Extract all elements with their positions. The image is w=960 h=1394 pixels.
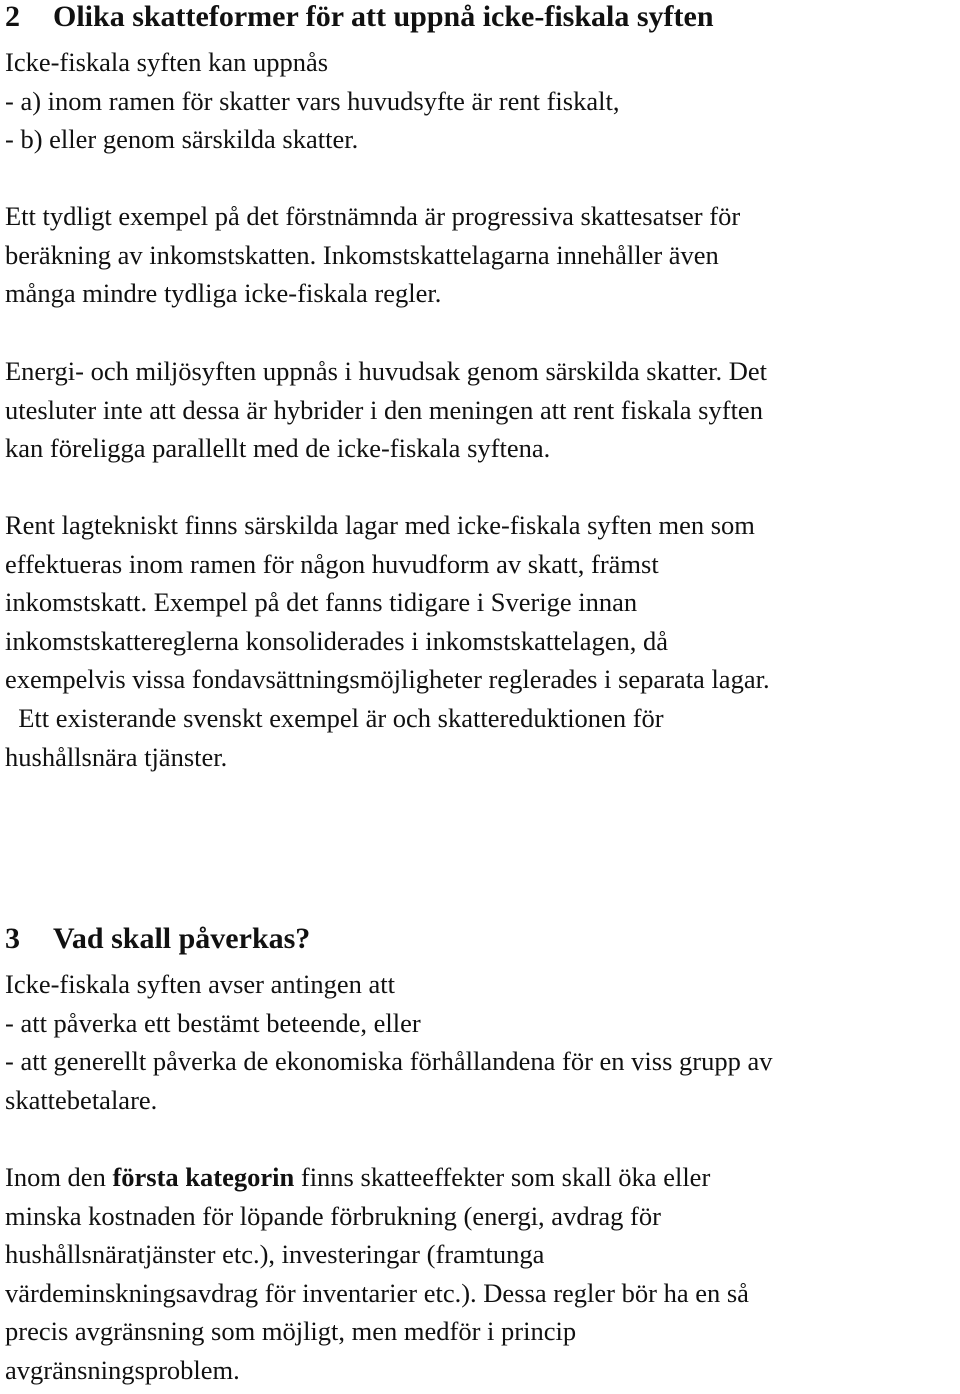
text-line: exempelvis vissa fondavsättningsmöjligheter reglerades i separata lagar.	[5, 664, 770, 695]
text-run: Inom den	[5, 1162, 113, 1192]
section-3-title: Vad skall påverkas?	[53, 922, 311, 955]
text-line: effektueras inom ramen för någon huvudform av skatt, främst	[5, 548, 659, 579]
text-line: Energi- och miljösyften uppnås i huvudsak genom särskilda skatter. Det	[5, 356, 767, 386]
text-line: hushållsnäratjänster etc.), investeringar (framtunga	[5, 1239, 545, 1270]
text-line	[5, 1158, 749, 1197]
text-line: skattebetalare.	[5, 1084, 158, 1115]
section-2-heading	[5, 0, 714, 34]
text-line: - att generellt påverka de ekonomiska förhållandena för en viss grupp av	[5, 1046, 773, 1077]
text-line: - a) inom ramen för skatter vars huvudsyfte är rent fiskalt,	[5, 85, 620, 116]
text-line: - att påverka ett bestämt beteende, eller	[5, 1007, 421, 1038]
text-line: Icke-fiskala syften kan uppnås	[5, 47, 329, 77]
text-line: Icke-fiskala syften avser antingen att	[5, 969, 395, 999]
text-line: beräkning av inkomstskatten. Inkomstskattelagarna innehåller även	[5, 239, 719, 270]
section-3-number: 3	[5, 922, 20, 955]
bold-term: första kategorin	[112, 1162, 295, 1192]
text-line: Rent lagtekniskt finns särskilda lagar med icke-fiskala syften men som	[5, 510, 755, 540]
text-line: inkomstskattereglerna konsoliderades i inkomstskattelagen, då	[5, 625, 669, 656]
text-line: minska kostnaden för löpande förbrukning (energi, avdrag för	[5, 1200, 661, 1231]
section-3-heading	[5, 922, 310, 956]
section-2-number: 2	[5, 0, 20, 33]
text-line: utesluter inte att dessa är hybrider i den meningen att rent fiskala syften	[5, 394, 763, 425]
text-line: värdeminskningsavdrag för inventarier etc.). Dessa regler bör ha en så	[5, 1277, 749, 1308]
text-run: finns skatteeffekter som skall öka eller	[294, 1162, 711, 1192]
section-3-paragraph-1	[5, 965, 772, 1119]
section-3-paragraph-2	[5, 1158, 749, 1390]
section-2-title: Olika skatteformer för att uppnå icke-fiskala syften	[53, 0, 714, 33]
section-2-paragraph-1	[5, 43, 619, 159]
text-line: avgränsningsproblem.	[5, 1354, 240, 1385]
text-line: - b) eller genom särskilda skatter.	[5, 124, 359, 155]
section-2-paragraph-4	[5, 506, 770, 776]
text-line: hushållsnära tjänster.	[5, 741, 228, 772]
text-line: Ett existerande svenskt exempel är och skattereduktionen för	[5, 702, 664, 733]
text-line: många mindre tydliga icke-fiskala regler.	[5, 278, 442, 309]
section-2-paragraph-3	[5, 352, 767, 468]
text-line: kan föreligga parallellt med de icke-fiskala syftena.	[5, 433, 551, 464]
section-2-paragraph-2	[5, 197, 740, 313]
text-line: inkomstskatt. Exempel på det fanns tidigare i Sverige innan	[5, 587, 638, 618]
text-line: Ett tydligt exempel på det förstnämnda är progressiva skattesatser för	[5, 201, 741, 231]
text-line: precis avgränsning som möjligt, men medför i princip	[5, 1316, 577, 1347]
